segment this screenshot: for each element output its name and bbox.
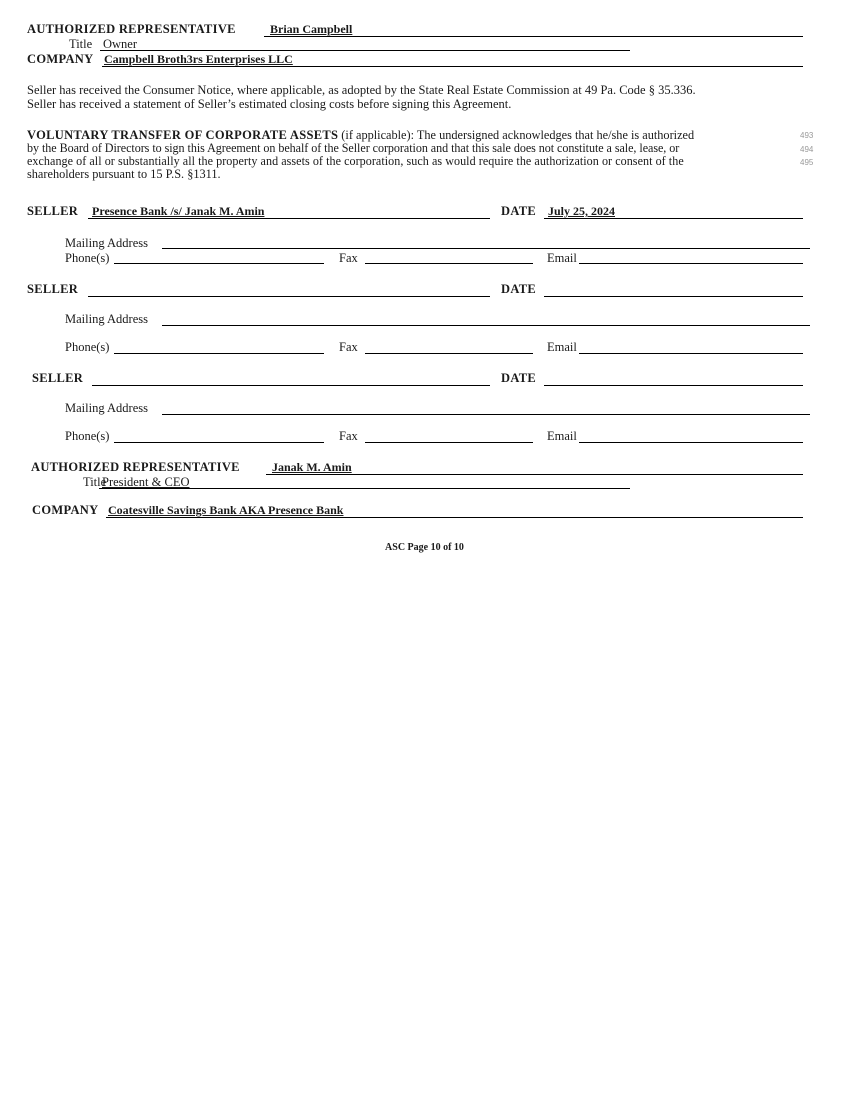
seller-3-mailing-line[interactable] (162, 414, 810, 415)
seller-1-date-line (544, 218, 803, 219)
seller-2-fax-label: Fax (339, 340, 358, 354)
seller-2-email-line[interactable] (579, 353, 803, 354)
seller-2-fax-line[interactable] (365, 353, 533, 354)
seller-1-mailing-label: Mailing Address (65, 236, 148, 250)
seller-3-fax-label: Fax (339, 429, 358, 443)
buyer-company-line (102, 66, 803, 67)
seller-rep-name[interactable]: Janak M. Amin (272, 460, 352, 474)
seller-3-date-line (544, 385, 803, 386)
seller-3-email-line[interactable] (579, 442, 803, 443)
seller-2-date-line (544, 296, 803, 297)
seller-1-name[interactable]: Presence Bank /s/ Janak M. Amin (92, 204, 265, 218)
seller-1-fax-line[interactable] (365, 263, 533, 264)
seller-2-email-label: Email (547, 340, 577, 354)
seller-3-name-line (92, 385, 490, 386)
seller-2-date-label: DATE (501, 282, 537, 296)
seller-company-value[interactable]: Coatesville Savings Bank AKA Presence Bank (108, 503, 344, 517)
seller-1-date[interactable]: July 25, 2024 (548, 204, 616, 218)
seller-1-date-label: DATE (501, 204, 537, 218)
seller-1-email-line[interactable] (579, 263, 803, 264)
buyer-company-label: COMPANY (27, 52, 94, 66)
voluntary-transfer-line-2: by the Board of Directors to sign this Agreement on behalf of the Seller corporation and that this sale does not constitute a sale, lease, or (27, 141, 680, 155)
line-number-494: 494 (800, 145, 814, 154)
seller-1-fax-label: Fax (339, 251, 358, 265)
seller-3-email-label: Email (547, 429, 577, 443)
seller-3-label: SELLER (32, 371, 84, 385)
seller-1-name-line (88, 218, 490, 219)
buyer-rep-label: AUTHORIZED REPRESENTATIVE (27, 22, 236, 36)
seller-2-mailing-label: Mailing Address (65, 312, 148, 326)
buyer-rep-name-line (264, 36, 803, 37)
seller-1-phone-label: Phone(s) (65, 251, 110, 265)
seller-1-label: SELLER (27, 204, 79, 218)
buyer-title-value[interactable]: Owner (103, 37, 138, 51)
seller-3-phone-line[interactable] (114, 442, 324, 443)
page-footer: ASC Page 10 of 10 (385, 542, 464, 553)
seller-1-phone-line[interactable] (114, 263, 324, 264)
buyer-rep-name[interactable]: Brian Campbell (270, 22, 353, 36)
voluntary-transfer-text-1: (if applicable): The undersigned acknowledges that he/she is authorized (338, 128, 695, 142)
seller-3-phone-label: Phone(s) (65, 429, 110, 443)
buyer-title-label: Title (69, 37, 93, 51)
seller-3-mailing-label: Mailing Address (65, 401, 148, 415)
seller-title-value[interactable]: President & CEO (102, 475, 190, 489)
seller-2-name-line (88, 296, 490, 297)
voluntary-transfer-line-4: shareholders pursuant to 15 P.S. §1311. (27, 167, 221, 181)
seller-2-phone-label: Phone(s) (65, 340, 110, 354)
seller-rep-name-line (266, 474, 803, 475)
seller-1-email-label: Email (547, 251, 577, 265)
seller-company-label: COMPANY (32, 503, 99, 517)
seller-3-date-label: DATE (501, 371, 537, 385)
consumer-notice-line-1: Seller has received the Consumer Notice, where applicable, as adopted by the State Real Estate Commission at 49 Pa. Code § 35.336. (27, 83, 696, 97)
line-number-495: 495 (800, 158, 814, 167)
buyer-company-value[interactable]: Campbell Broth3rs Enterprises LLC (104, 52, 293, 66)
seller-2-mailing-line[interactable] (162, 325, 810, 326)
seller-rep-label: AUTHORIZED REPRESENTATIVE (31, 460, 240, 474)
seller-company-line (106, 517, 803, 518)
voluntary-transfer-heading: VOLUNTARY TRANSFER OF CORPORATE ASSETS (27, 128, 339, 142)
voluntary-transfer-line-3: exchange of all or substantially all the property and assets of the corporation, such as would require the authorization or consent of the (27, 154, 684, 168)
buyer-title-line (100, 50, 630, 51)
consumer-notice-line-2: Seller has received a statement of Seller’s estimated closing costs before signing this Agreement. (27, 97, 512, 111)
seller-2-label: SELLER (27, 282, 79, 296)
line-number-493: 493 (800, 131, 814, 140)
seller-title-label: Title (83, 475, 107, 489)
seller-1-mailing-line[interactable] (162, 248, 810, 249)
seller-2-phone-line[interactable] (114, 353, 324, 354)
seller-title-line (99, 488, 630, 489)
seller-3-fax-line[interactable] (365, 442, 533, 443)
